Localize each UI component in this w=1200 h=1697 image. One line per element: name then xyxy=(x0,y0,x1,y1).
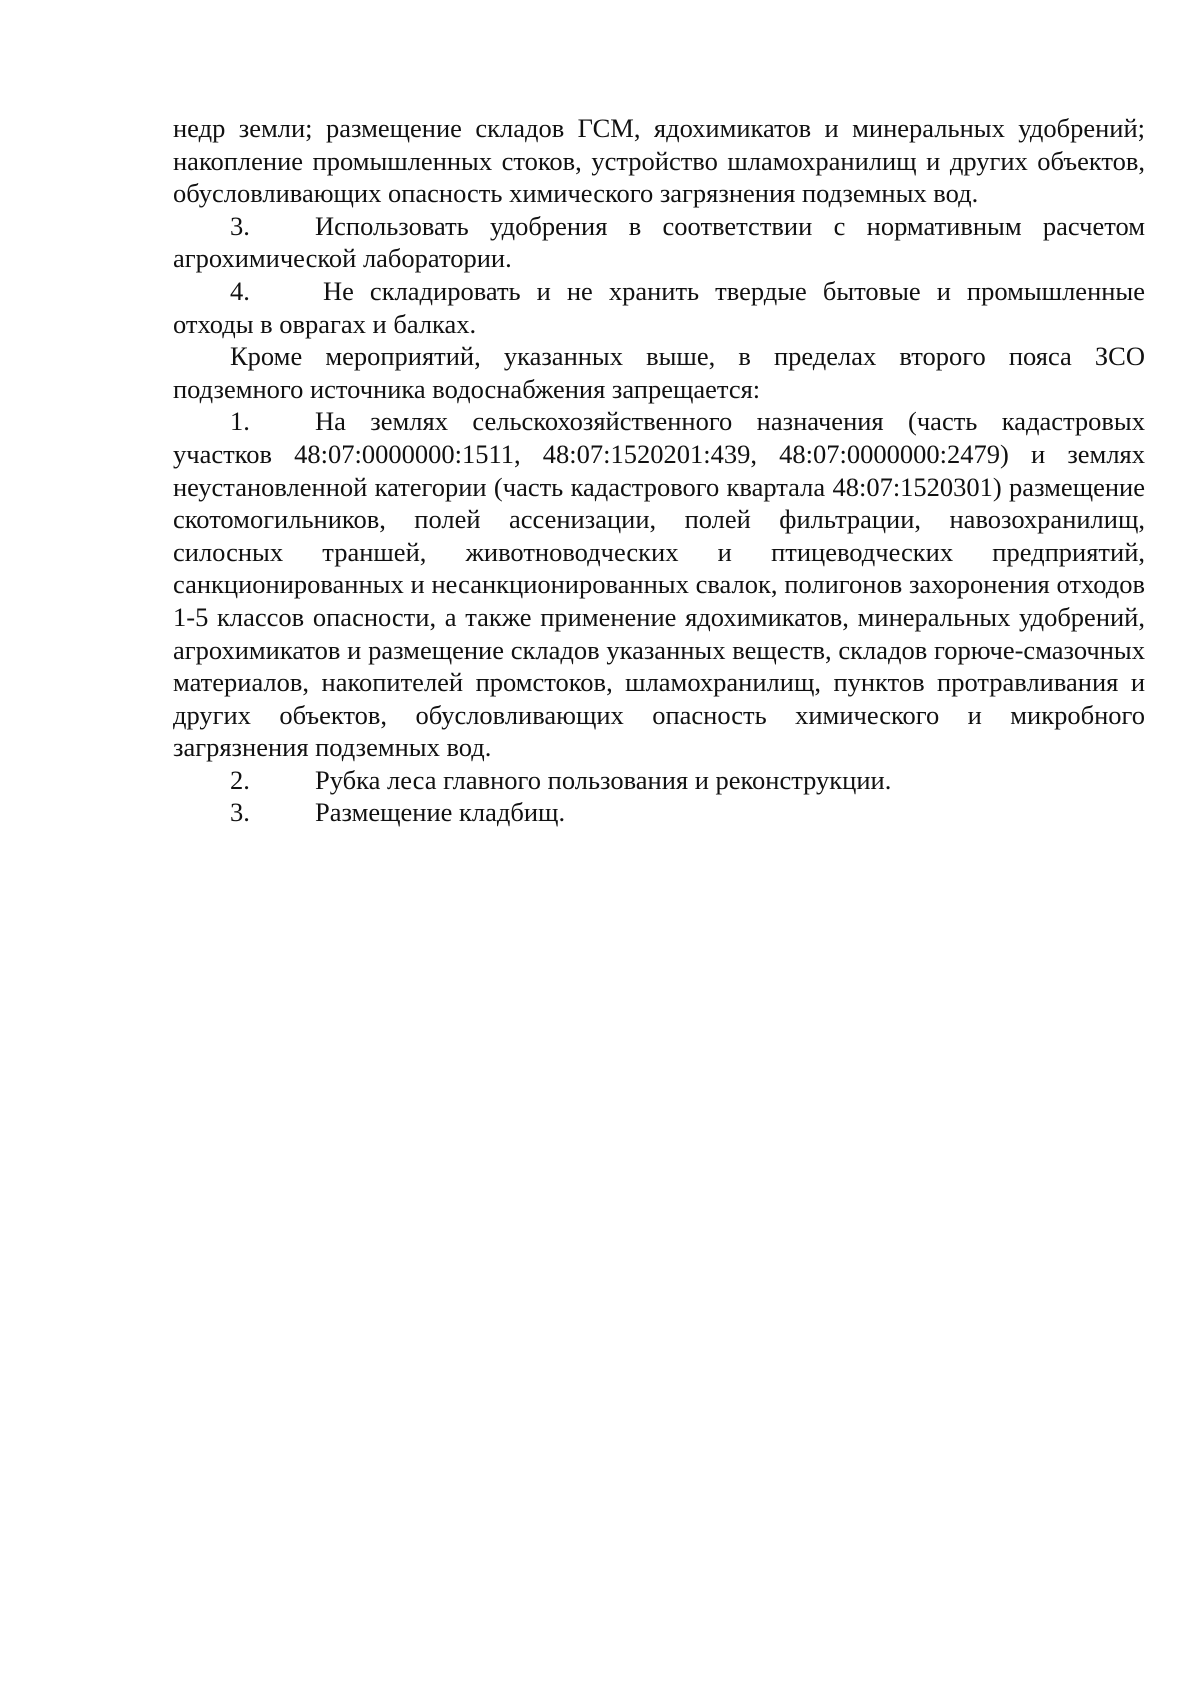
list-item xyxy=(173,796,1145,829)
list-item xyxy=(173,764,1145,797)
list-item-number: 1. xyxy=(230,406,250,437)
list-item-number: 3. xyxy=(230,797,250,828)
list-item xyxy=(173,405,1145,764)
list-item-number: 3. xyxy=(230,210,250,241)
list-item-number: 2. xyxy=(230,764,250,795)
list-item-number: 4. xyxy=(230,275,250,306)
list-item-text: Рубка леса главного пользования и реконструкции. xyxy=(315,764,892,795)
paragraph-text: Кроме мероприятий, указанных выше, в пределах второго пояса ЗСО подземного источника водоснабжения запрещается: xyxy=(173,341,1145,404)
list-item-text: Размещение кладбищ. xyxy=(315,797,566,828)
list-item-text: Не складировать и не хранить твердые бытовые и промышленные отходы в оврагах и балках. xyxy=(173,275,1145,339)
paragraph-text: недр земли; размещение складов ГСМ, ядохимикатов и минеральных удобрений; накопление промышленных стоков, устройство шламохранилищ и других объектов, обусловливающих опасность химического загрязнения подземных вод. xyxy=(173,113,1145,209)
list-item-text: На землях сельскохозяйственного назначения (часть кадастровых участков 48:07:0000000:1511, 48:07:1520201:439, 48:07:0000000:2479) и землях неустановленной категории (часть кадастрового квартала 48:07:1520301) размещение скотомогильников, полей ассенизации, полей фильтрации, навозохранилищ, силосных траншей, животноводческих и птицеводческих предприятий, санкционированных и несанкционированных свалок, полигонов захоронения отходов 1-5 классов опасности, а также применение ядохимикатов, минеральных удобрений, агрохимикатов и размещение складов указанных веществ, складов горюче-смазочных материалов, накопителей промстоков, шламохранилищ, пунктов протравливания и других объектов, обусловливающих опасность химического и микробного загрязнения подземных вод. xyxy=(173,406,1145,763)
document-body xyxy=(173,112,1145,829)
list-item xyxy=(173,275,1145,340)
paragraph xyxy=(173,340,1145,405)
paragraph-continuation xyxy=(173,112,1145,210)
list-item xyxy=(173,210,1145,275)
list-item-text: Использовать удобрения в соответствии с нормативным расчетом агрохимической лаборатории. xyxy=(173,210,1145,274)
